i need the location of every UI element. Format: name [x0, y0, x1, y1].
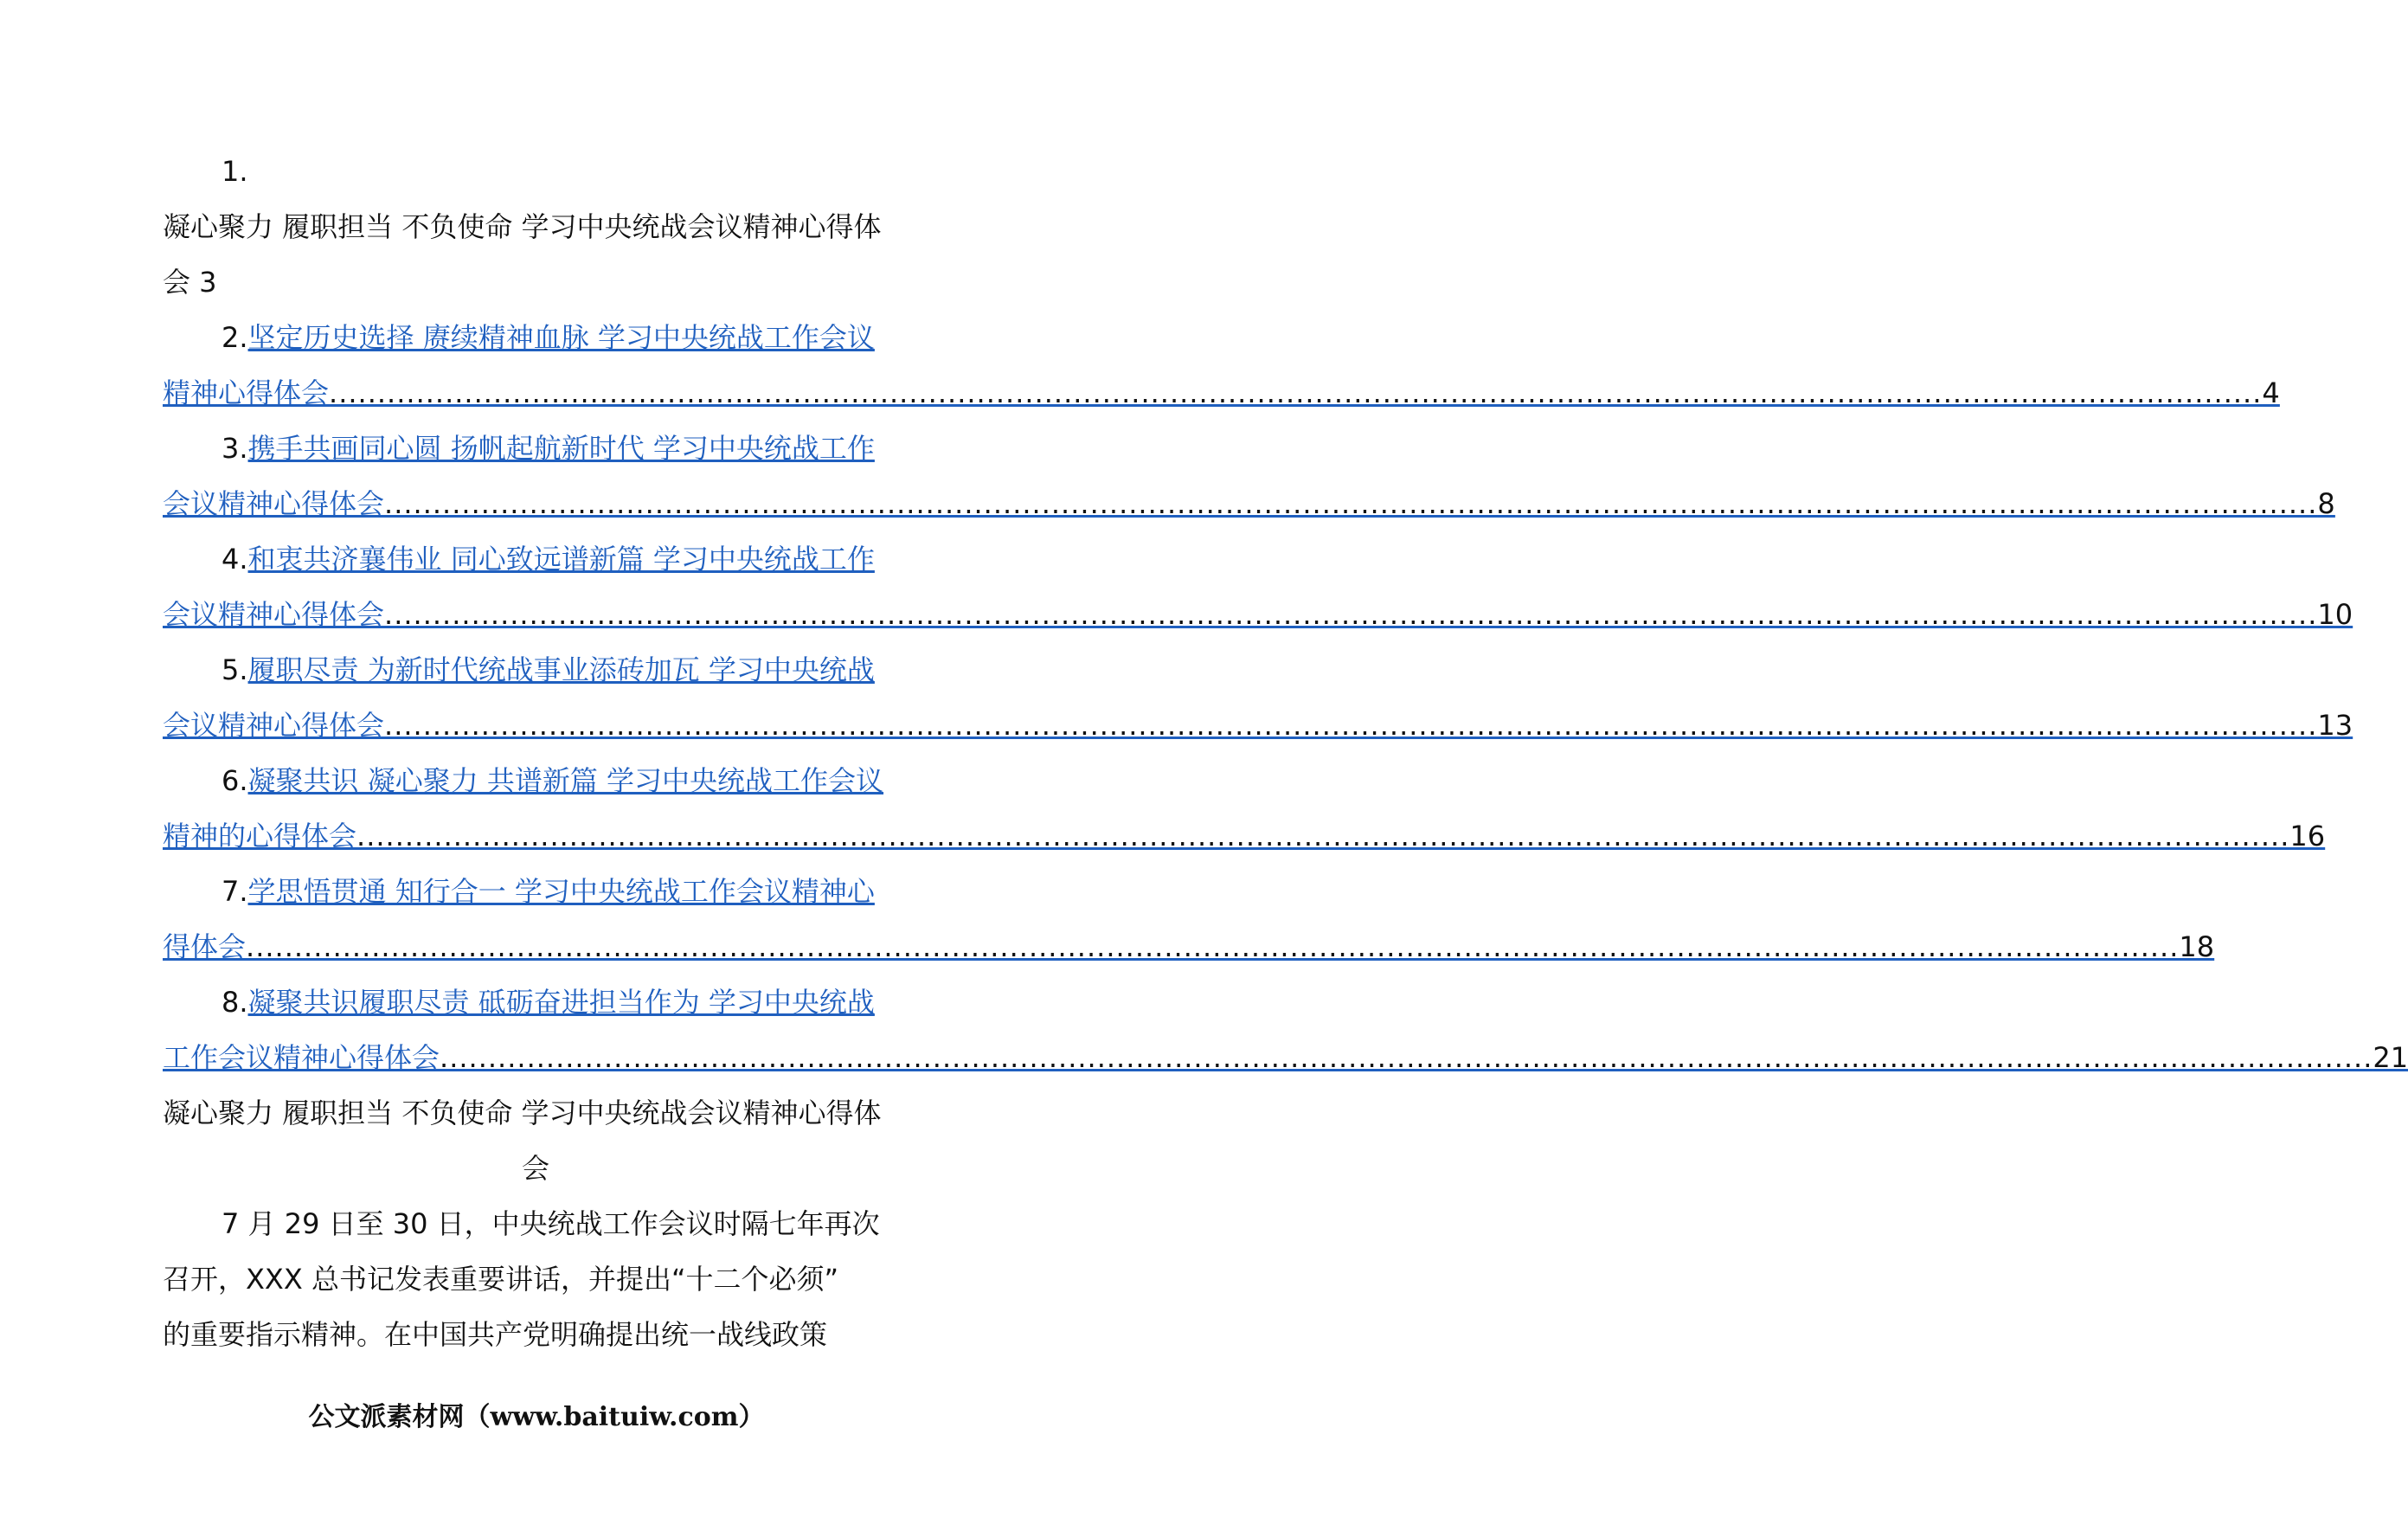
toc-item-1-number — [163, 144, 909, 199]
toc-item-number: 7. — [222, 875, 248, 908]
toc-link-title[interactable]: 携手共画同心圆 扬帆起航新时代 学习中央统战工作 — [247, 432, 875, 465]
toc-item-number: 8. — [222, 986, 248, 1019]
toc-item-line1[interactable] — [163, 421, 909, 476]
toc-item-line2[interactable] — [163, 808, 2326, 864]
toc-link-title-continued[interactable]: 会议精神心得体会 — [163, 709, 385, 742]
toc-item-line2[interactable] — [163, 476, 2335, 531]
toc-item-number: 4. — [222, 543, 248, 576]
toc-page-number[interactable]: 21 — [2373, 1041, 2408, 1074]
toc-item-line1[interactable] — [163, 864, 909, 919]
toc-page-number[interactable]: 18 — [2179, 930, 2215, 963]
toc-item-line2[interactable] — [163, 587, 2353, 642]
toc-leader-dots: ........................................................................................................................................................................................................ — [384, 709, 2318, 742]
toc-link-title-continued[interactable]: 会议精神心得体会 — [163, 487, 385, 520]
toc-item-line2[interactable] — [163, 698, 2353, 753]
article-title-line1: 凝心聚力 履职担当 不负使命 学习中央统战会议精神心得体 — [163, 1097, 882, 1129]
toc-leader-dots: ........................................................................................................................................................................................................ — [246, 930, 2180, 963]
toc-link-title[interactable]: 凝聚共识 凝心聚力 共谱新篇 学习中央统战工作会议 — [247, 764, 884, 797]
toc-link-title[interactable]: 履职尽责 为新时代统战事业添砖加瓦 学习中央统战 — [247, 653, 875, 686]
toc-leader-dots: ........................................................................................................................................................................................................ — [329, 376, 2263, 409]
toc-item-1-title-line2: 会 3 — [163, 266, 217, 299]
article-paragraph-line3: 的重要指示精神。在中国共产党明确提出统一战线政策 — [163, 1318, 828, 1351]
document-body — [163, 144, 2408, 1362]
toc-leader-dots: ........................................................................................................................................................................................................ — [440, 1041, 2373, 1074]
toc-item-number: 1. — [222, 155, 248, 188]
toc-leader-dots: ........................................................................................................................................................................................................ — [384, 487, 2318, 520]
toc-item-line1[interactable] — [163, 753, 909, 808]
article-paragraph-line2: 召开，XXX 总书记发表重要讲话，并提出“十二个必须” — [163, 1263, 839, 1296]
toc-link-title-continued[interactable]: 精神心得体会 — [163, 376, 330, 409]
toc-item-number: 5. — [222, 653, 248, 686]
toc-link-title-continued[interactable]: 精神的心得体会 — [163, 820, 357, 852]
toc-item-line2[interactable] — [163, 919, 2215, 974]
toc-link-title[interactable]: 凝聚共识履职尽责 砥砺奋进担当作为 学习中央统战 — [247, 986, 875, 1019]
toc-item-number: 3. — [222, 432, 248, 465]
toc-page-number[interactable]: 4 — [2262, 376, 2280, 409]
toc-item-line1[interactable] — [163, 310, 909, 365]
toc-link-title-continued[interactable]: 会议精神心得体会 — [163, 598, 385, 631]
toc-item-line2[interactable] — [163, 1030, 2408, 1085]
toc-leader-dots: ........................................................................................................................................................................................................ — [384, 598, 2318, 631]
toc-leader-dots: ........................................................................................................................................................................................................ — [356, 820, 2290, 852]
toc-link-title[interactable]: 学思悟贯通 知行合一 学习中央统战工作会议精神心 — [247, 875, 875, 908]
toc-item-line1[interactable] — [163, 531, 909, 587]
footer-watermark: 公文派素材网（www.baituiw.com） — [308, 1402, 765, 1432]
toc-page-number[interactable]: 13 — [2317, 709, 2353, 742]
article-title-line2: 会 — [521, 1152, 549, 1185]
toc-item-number: 6. — [222, 764, 248, 797]
toc-link-title-continued[interactable]: 工作会议精神心得体会 — [163, 1041, 440, 1074]
toc-item-line1[interactable] — [163, 642, 909, 698]
toc-item-line1[interactable] — [163, 974, 909, 1030]
toc-list — [163, 310, 2408, 1085]
toc-page-number[interactable]: 8 — [2317, 487, 2335, 520]
toc-item-number: 2. — [222, 321, 248, 354]
toc-item-line2[interactable] — [163, 365, 2280, 421]
toc-link-title[interactable]: 坚定历史选择 赓续精神血脉 学习中央统战工作会议 — [247, 321, 875, 354]
toc-link-title[interactable]: 和衷共济襄伟业 同心致远谱新篇 学习中央统战工作 — [247, 543, 875, 576]
article-paragraph-line1: 7 月 29 日至 30 日，中央统战工作会议时隔七年再次 — [222, 1207, 880, 1240]
toc-page-number[interactable]: 16 — [2289, 820, 2326, 852]
toc-page-number[interactable]: 10 — [2317, 598, 2353, 631]
toc-item-1-title-line1: 凝心聚力 履职担当 不负使命 学习中央统战会议精神心得体 — [163, 210, 882, 243]
toc-link-title-continued[interactable]: 得体会 — [163, 930, 247, 963]
